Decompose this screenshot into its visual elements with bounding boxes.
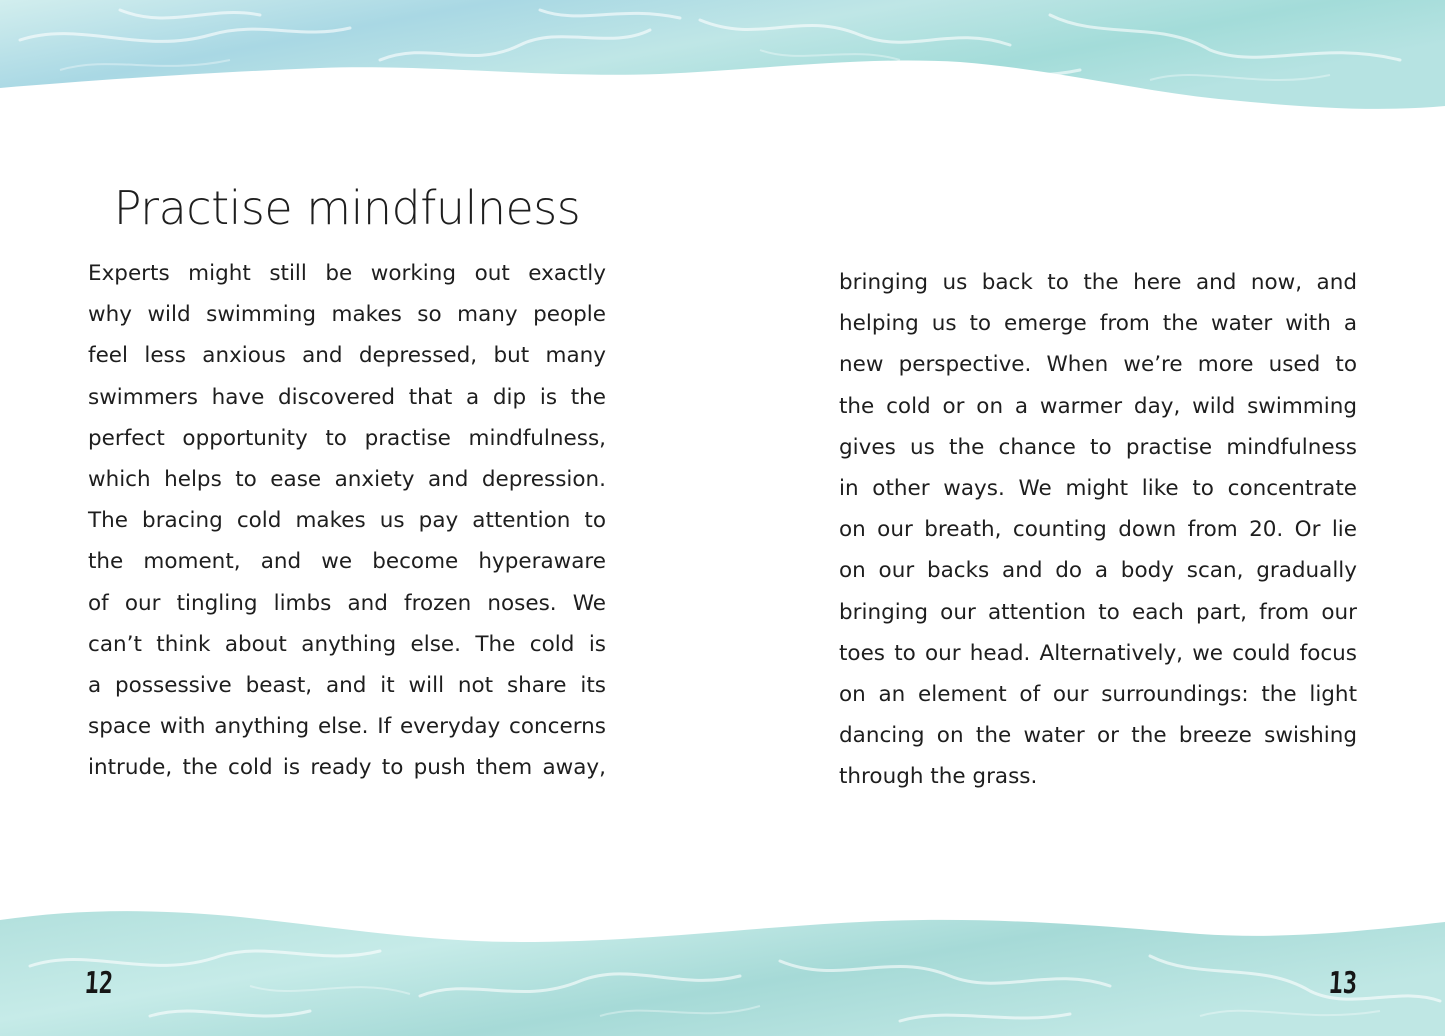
text-line: through the grass. [839, 764, 1038, 790]
page-number-right: 13 [1327, 966, 1358, 1001]
text-line: Experts might still be working out exactly [88, 261, 606, 286]
text-line: swimmers have discovered that a dip is the [88, 384, 606, 410]
text-line: on our backs and do a body scan, gradually [839, 558, 1357, 584]
text-line: bringing our attention to each part, from our [839, 599, 1357, 625]
text-line: in other ways. We might like to concentrate [839, 475, 1357, 501]
text-line: toes to our head. Alternatively, we could focus [839, 640, 1357, 666]
text-line: why wild swimming makes so many people [88, 302, 606, 328]
water-border-top [0, 0, 1445, 120]
text-line: dancing on the water or the breeze swishing [839, 723, 1357, 749]
text-line: a possessive beast, and it will not share its [88, 672, 606, 698]
text-line: helping us to emerge from the water with a [839, 311, 1357, 337]
text-line: The bracing cold makes us pay attention to [88, 508, 606, 534]
text-line: gives us the chance to practise mindfulness [839, 434, 1357, 460]
text-line: feel less anxious and depressed, but many [88, 343, 606, 369]
body-text-left [88, 253, 606, 788]
page-title: Practise mindfulness [113, 181, 581, 235]
text-line: bringing us back to the here and now, and [839, 270, 1357, 295]
text-line: can’t think about anything else. The cold is [88, 631, 606, 657]
text-line: on our breath, counting down from 20. Or lie [839, 517, 1357, 543]
text-line: of our tingling limbs and frozen noses. We [88, 590, 606, 616]
text-line: which helps to ease anxiety and depression. [88, 466, 606, 492]
page-number-left: 12 [83, 966, 114, 1001]
text-line: on an element of our surroundings: the light [839, 681, 1357, 707]
text-line: new perspective. When we’re more used to [839, 352, 1357, 378]
text-line: perfect opportunity to practise mindfulness, [88, 425, 606, 451]
text-line: intrude, the cold is ready to push them away, [88, 755, 606, 781]
body-text-right [839, 262, 1357, 797]
text-line: the cold or on a warmer day, wild swimming [839, 393, 1357, 419]
text-line: the moment, and we become hyperaware [88, 549, 606, 575]
text-line: space with anything else. If everyday concerns [88, 714, 606, 740]
water-border-bottom [0, 906, 1445, 1036]
